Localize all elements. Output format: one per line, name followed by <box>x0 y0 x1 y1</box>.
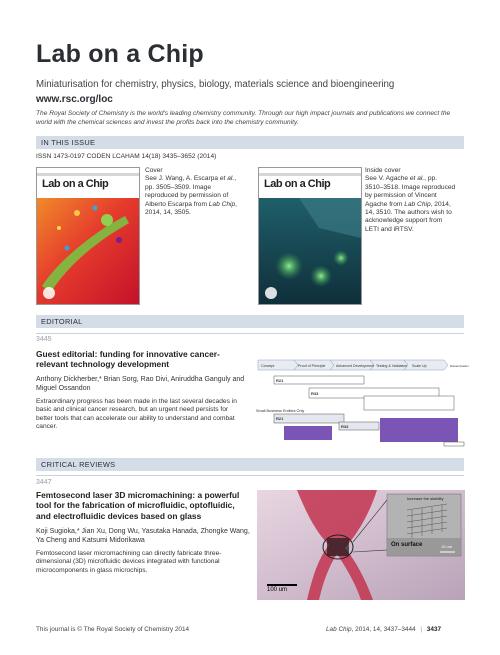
block-label: R33 <box>311 391 319 396</box>
stage-label: Concept <box>261 364 275 368</box>
stage-label: Proof of Principle <box>298 364 326 368</box>
editorial-diagram <box>254 356 469 448</box>
editorial-title[interactable]: Guest editorial: funding for innovative cancer-relevant technology development <box>36 349 220 370</box>
diagram-block <box>380 418 458 442</box>
review-title[interactable]: Femtosecond laser 3D micromachining: a powerful tool for the fabrication of microfluidic, optofluidic, and electrofluidic devices based on glass <box>36 490 240 521</box>
diagram-block <box>444 442 464 446</box>
editorial-page-number: 3445 <box>36 336 52 343</box>
on-surface-label: On surface <box>391 542 423 548</box>
journal-title: Lab on a Chip <box>36 40 204 68</box>
diagram-block <box>274 414 344 423</box>
issn-line: ISSN 1473-0197 CODEN LCAHAM 14(18) 3435–3652 (2014) <box>36 153 217 160</box>
scale-bar-label: 100 um <box>267 587 288 593</box>
review-authors: Koji Sugioka,* Jian Xu, Dong Wu, Yasutaka Hanada, Zhongke Wang, Ya Cheng and Katsumi Midorikawa <box>36 528 250 544</box>
inside-cover-caption-title: Inside cover <box>365 167 401 174</box>
review-figure[interactable] <box>257 490 465 600</box>
editorial-bar <box>36 315 464 328</box>
footer-page-number: 3437 <box>426 626 442 633</box>
cover-logo: Lab on a Chip <box>42 178 109 190</box>
inside-cover-ref-prefix: See V. Agache <box>365 175 410 183</box>
editorial-abstract: Extraordinary progress has been made in the last several decades in basic and clinical cancer research, but an urgent need persists for better tools that can accelerate our ability to understand and combat cancer. <box>36 398 237 431</box>
cover-caption-title: Cover <box>145 167 163 174</box>
front-cover-image[interactable] <box>36 167 140 305</box>
block-label: R33 <box>341 424 349 429</box>
inside-cover-ref-etal: et al. <box>409 175 425 183</box>
diagram-block <box>284 426 332 440</box>
cover-band <box>37 173 139 176</box>
cover-ref-etal: et al. <box>219 175 235 183</box>
inside-cover-ref-pages: , pp. 3510–3518. <box>365 175 437 191</box>
review-abstract: Femtosecond laser micromachining can directly fabricate three-dimensional (3D) microfluidic devices integrated with functional microcomponents in glass microchips. <box>36 550 222 574</box>
inset-scale-label: 10 um <box>441 544 453 549</box>
critical-reviews-label: CRITICAL REVIEWS <box>41 460 116 469</box>
cover-permission: Image reproduced by permission of Alberto Escarpa from <box>145 183 229 208</box>
footer-citation <box>326 626 441 633</box>
inside-cover-caption <box>365 167 457 234</box>
footer-journal: Lab Chip <box>326 626 352 633</box>
block-label: R21 <box>276 378 284 383</box>
inside-cover-citation: , 2014, 14, 3510. The authors wish to acknowledge support from LETI and iRTSV. <box>365 200 452 233</box>
diagram-block <box>274 376 364 384</box>
cover-citation: , 2014, 14, 3505. <box>145 200 238 217</box>
stage-label: Testing & Validation <box>376 364 408 368</box>
critical-reviews-page-number: 3447 <box>36 479 52 486</box>
stage-label: Advanced Development <box>336 364 375 368</box>
inside-cover-journal: Lab Chip <box>404 200 431 208</box>
footer-copyright: This journal is © The Royal Society of Chemistry 2014 <box>36 626 190 633</box>
stage-label: Scale Up <box>412 364 427 368</box>
block-label: R21 <box>276 416 284 421</box>
in-this-issue-bar <box>36 136 464 149</box>
journal-url[interactable]: www.rsc.org/loc <box>36 94 113 105</box>
footer-citation-text: , 2014, 14, 3437–3444 <box>351 626 416 633</box>
journal-description: The Royal Society of Chemistry is the world's leading chemistry community. Through our high impact journals and publications we connect the world with the chemical sciences and invest the profits back into the chemistry community. <box>36 110 451 126</box>
footer-divider: | <box>420 626 423 633</box>
editorial-authors: Anthony Dickherber,* Brian Sorg, Rao Divi, Aniruddha Ganguly and Miguel Ossandon <box>36 376 245 392</box>
review-figure-art <box>257 490 465 600</box>
cover-journal: Lab Chip <box>208 200 236 208</box>
editorial-rule <box>36 333 464 334</box>
stage-label: Dissemination <box>450 364 469 368</box>
cover-ref-prefix: See J. Wang, A. Escarpa <box>145 175 220 183</box>
journal-subtitle: Miniaturisation for chemistry, physics, biology, materials science and bioengineering <box>36 79 395 90</box>
side-label: Small Business Entities Only <box>256 409 305 413</box>
cover-ref-pages: , pp. 3505–3509. <box>145 175 237 191</box>
inside-cover-image[interactable] <box>258 167 362 305</box>
inside-cover-logo: Lab on a Chip <box>264 178 331 190</box>
cover-band <box>259 173 361 176</box>
inside-cover-permission: Image reproduced by permission of Vincent Agache from <box>365 183 456 208</box>
inset-caption: Increase the stability <box>407 496 444 501</box>
diagram-block <box>364 396 454 410</box>
in-this-issue-label: IN THIS ISSUE <box>41 138 96 147</box>
cover-caption <box>145 167 237 217</box>
critical-reviews-rule <box>36 475 464 476</box>
editorial-label: EDITORIAL <box>41 317 83 326</box>
